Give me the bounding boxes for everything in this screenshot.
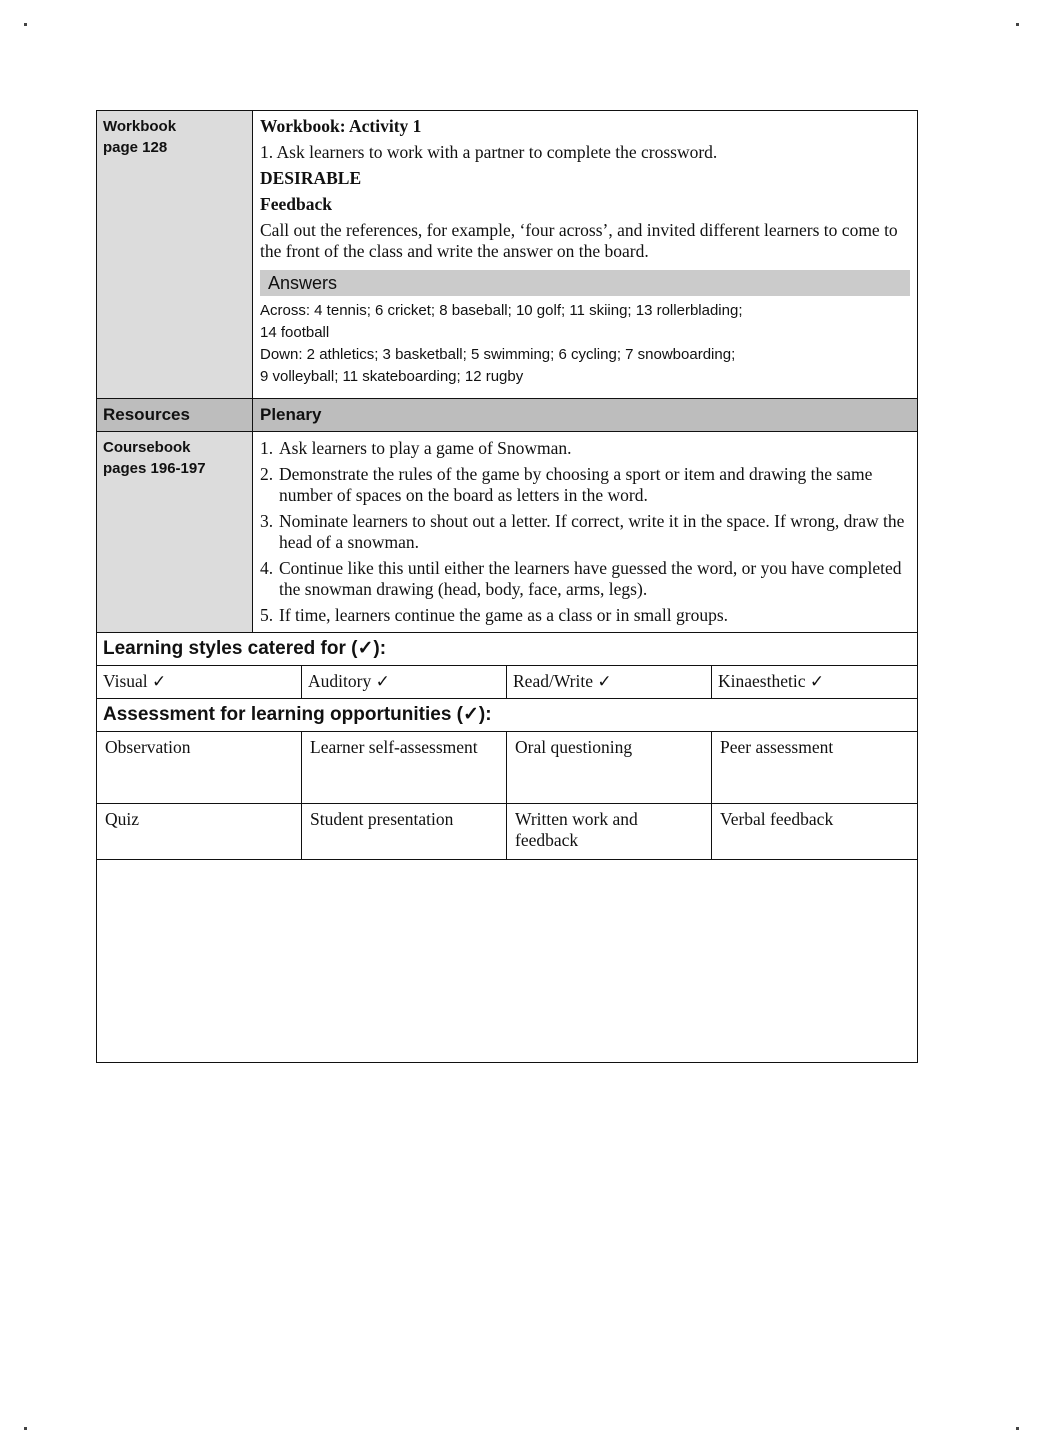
workbook-activity-cell [253, 111, 917, 398]
assessment-option: Verbal feedback [720, 809, 834, 829]
plenary-step [260, 558, 910, 600]
assessment-option: Quiz [97, 804, 302, 859]
answers-heading: Answers [260, 270, 910, 296]
resources-header: Resources [97, 399, 253, 431]
plenary-step [260, 438, 910, 459]
learning-styles-row [97, 666, 917, 699]
crop-mark-top-right [1016, 23, 1019, 26]
plenary-step [260, 511, 910, 553]
workbook-resource-cell [97, 111, 253, 398]
level-label: DESIRABLE [260, 168, 362, 188]
resource-line: pages 196-197 [103, 460, 206, 477]
plenary-header: Plenary [253, 399, 917, 431]
plenary-row [97, 432, 917, 633]
resource-line: page 128 [103, 139, 168, 156]
crop-mark-top-left [24, 23, 27, 26]
step-number: 1. [260, 438, 274, 458]
resource-line: Workbook [103, 118, 177, 135]
step-text: Ask learners to play a game of Snowman. [279, 438, 572, 458]
learning-styles-heading: Learning styles catered for (✓): [103, 638, 387, 659]
assessment-option: Learner self-assessment [302, 732, 507, 803]
lesson-plan-table [96, 110, 918, 1063]
assessment-row [97, 804, 917, 860]
style-label: Visual [103, 671, 148, 691]
activity-title: Workbook: Activity 1 [260, 116, 422, 136]
style-label: Read/Write [513, 671, 593, 691]
assessment-option: Written work and feedback [507, 804, 712, 859]
assessment-option: Oral questioning [507, 732, 712, 803]
plenary-steps [253, 432, 917, 632]
notes-area [97, 860, 917, 1062]
feedback-label: Feedback [260, 194, 332, 214]
step-number: 4. [260, 558, 274, 578]
assessment-option: Student presentation [302, 804, 507, 859]
step-text: Demonstrate the rules of the game by choosing a sport or item and drawing the same number of spaces on the board as letters in the word. [279, 464, 873, 505]
step-text: If time, learners continue the game as a class or in small groups. [279, 605, 729, 625]
crop-mark-bottom-left [24, 1427, 27, 1430]
answers-line: 14 football [260, 324, 330, 341]
answers-line: 9 volleyball; 11 skateboarding; 12 rugby [260, 368, 524, 385]
learning-style-read-write [507, 666, 712, 698]
step-number: 3. [260, 511, 274, 531]
step-text: Continue like this until either the learners have guessed the word, or you have completed the snowman drawing (head, body, face, arms, legs). [279, 558, 902, 599]
crop-mark-bottom-right [1016, 1427, 1019, 1430]
learning-style-auditory [302, 666, 507, 698]
style-label: Kinaesthetic [718, 671, 806, 691]
check-icon: ✓ [152, 672, 167, 692]
style-label: Auditory [308, 671, 372, 691]
answers-line: Across: 4 tennis; 6 cricket; 8 baseball; 10 golf; 11 skiing; 13 rollerblading; [260, 302, 743, 319]
assessment-option: Observation [97, 732, 302, 803]
feedback-text: Call out the references, for example, ‘four across’, and invited different learners to come to the front of the class and write the answer on the board. [260, 220, 898, 261]
learning-style-visual [97, 666, 302, 698]
step-number: 5. [260, 605, 274, 625]
workbook-activity-row [97, 111, 917, 399]
assessment-option: Peer assessment [720, 737, 834, 757]
plenary-header-row [97, 399, 917, 432]
check-icon: ✓ [809, 672, 825, 692]
resource-line: Coursebook [103, 439, 191, 456]
check-icon: ✓ [597, 672, 612, 692]
answers-line: Down: 2 athletics; 3 basketball; 5 swimming; 6 cycling; 7 snowboarding; [260, 346, 736, 363]
activity-instruction: 1. Ask learners to work with a partner to complete the crossword. [260, 142, 718, 162]
assessment-heading-row [97, 699, 917, 732]
check-icon: ✓ [375, 672, 390, 692]
step-number: 2. [260, 464, 274, 484]
learning-styles-heading-row [97, 633, 917, 666]
assessment-heading: Assessment for learning opportunities (✓): [103, 704, 492, 725]
plenary-step [260, 464, 910, 506]
plenary-step [260, 605, 910, 626]
assessment-row [97, 732, 917, 804]
coursebook-resource-cell [97, 432, 253, 632]
step-text: Nominate learners to shout out a letter. If correct, write it in the space. If wrong, draw the head of a snowman. [279, 511, 905, 552]
learning-style-kinaesthetic [712, 666, 917, 698]
